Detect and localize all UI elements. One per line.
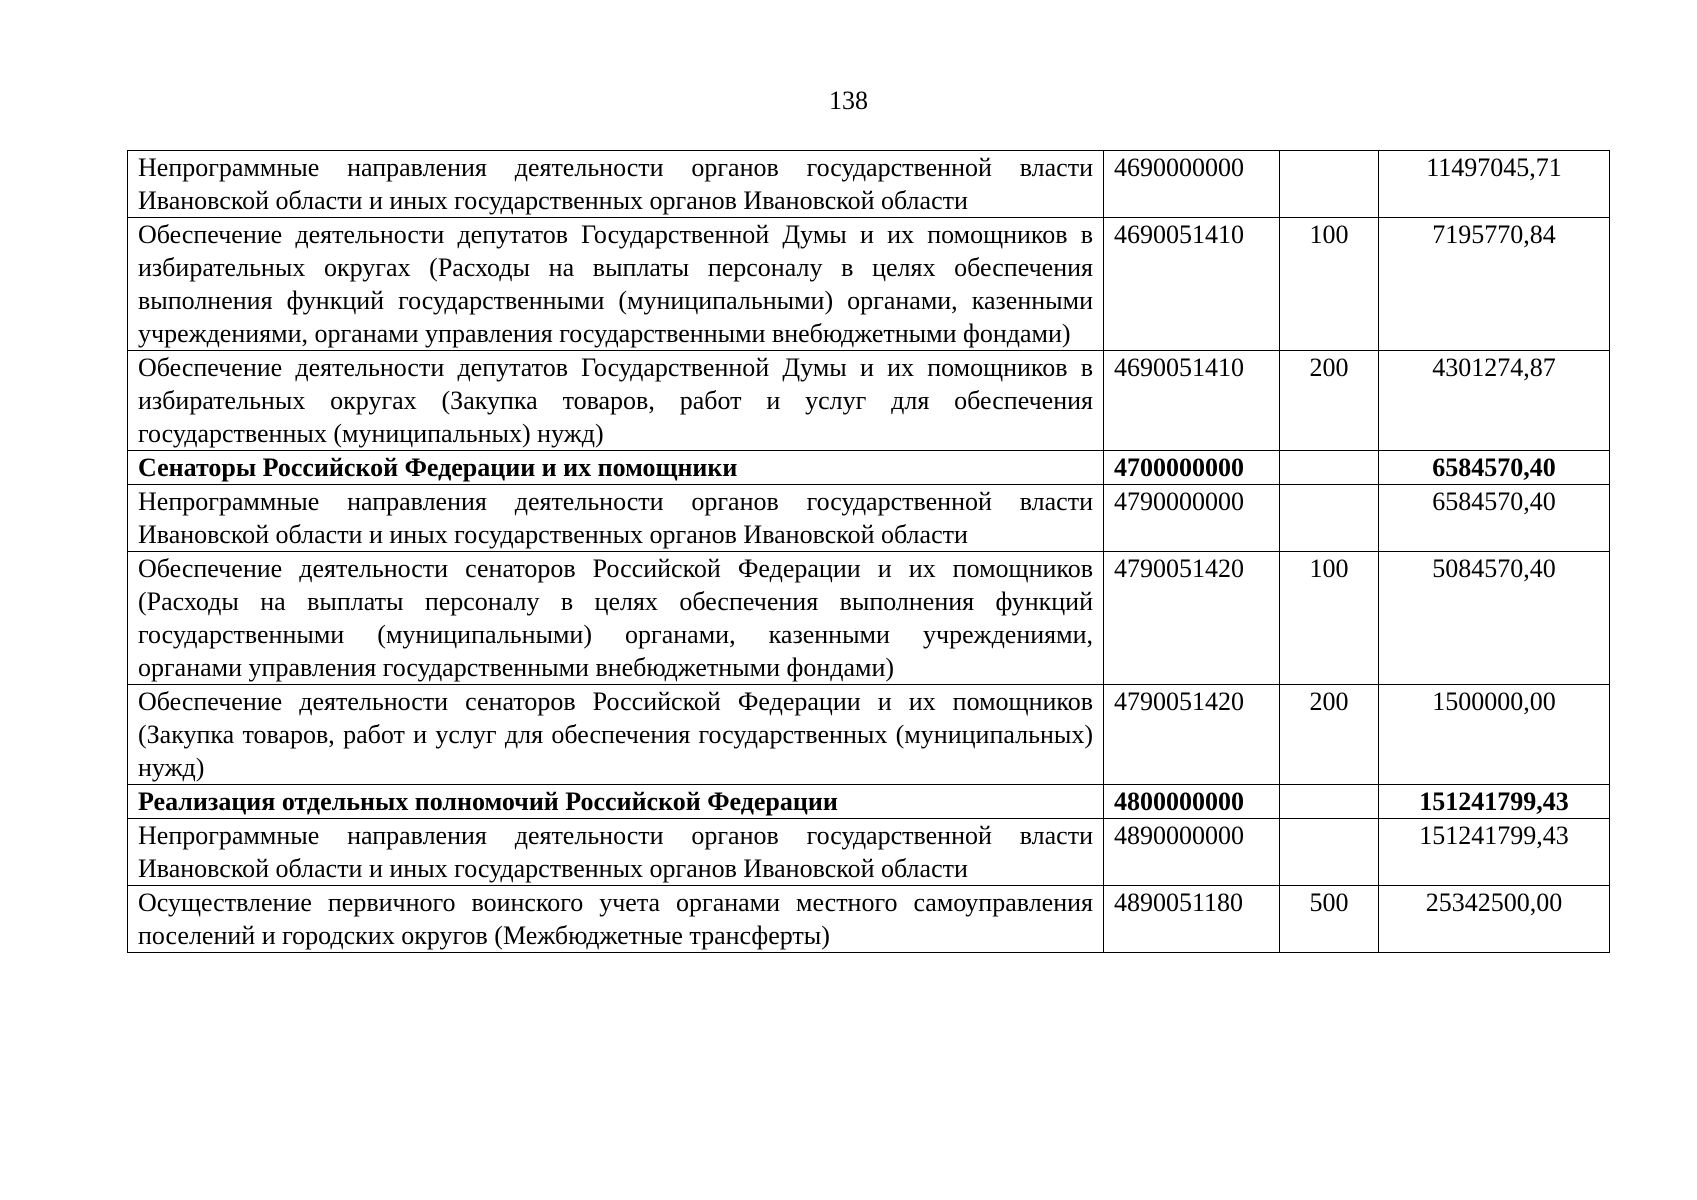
row-expense-type	[1280, 451, 1379, 485]
table-row-section-header	[128, 451, 1610, 485]
row-amount: 7195770,84	[1379, 218, 1610, 351]
row-description: Непрограммные направления деятельности органов государственной власти Ивановской области и иных государственных органов Ивановской области	[128, 151, 1104, 218]
row-description: Обеспечение деятельности сенаторов Российской Федерации и их помощников (Закупка товаров, работ и услуг для обеспечения государственных (муниципальных) нужд)	[128, 685, 1104, 785]
row-expense-type	[1280, 151, 1379, 218]
table-row	[128, 351, 1610, 451]
row-code: 4890051180	[1104, 886, 1280, 953]
row-expense-type: 200	[1280, 685, 1379, 785]
row-code: 4700000000	[1104, 451, 1280, 485]
row-description: Обеспечение деятельности депутатов Государственной Думы и их помощников в избирательных округах (Расходы на выплаты персоналу в целях обеспечения выполнения функций государственными (муниципальными) органами, казенными учреждениями, органами управления государственными внебюджетными фондами)	[128, 218, 1104, 351]
row-description: Обеспечение деятельности сенаторов Российской Федерации и их помощников (Расходы на выплаты персоналу в целях обеспечения выполнения функций государственными (муниципальными) органами, казенными учреждениями, органами управления государственными внебюджетными фондами)	[128, 552, 1104, 685]
row-description: Обеспечение деятельности депутатов Государственной Думы и их помощников в избирательных округах (Закупка товаров, работ и услуг для обеспечения государственных (муниципальных) нужд)	[128, 351, 1104, 451]
row-description: Непрограммные направления деятельности органов государственной власти Ивановской области и иных государственных органов Ивановской области	[128, 485, 1104, 552]
table-row	[128, 819, 1610, 886]
page-number: 138	[829, 86, 868, 115]
row-amount: 6584570,40	[1379, 485, 1610, 552]
row-expense-type: 200	[1280, 351, 1379, 451]
row-code: 4690000000	[1104, 151, 1280, 218]
row-description: Осуществление первичного воинского учета органами местного самоуправления поселений и городских округов (Межбюджетные трансферты)	[128, 886, 1104, 953]
row-amount: 11497045,71	[1379, 151, 1610, 218]
row-code: 4790000000	[1104, 485, 1280, 552]
row-code: 4690051410	[1104, 218, 1280, 351]
row-description: Реализация отдельных полномочий Российской Федерации	[128, 785, 1104, 819]
table-row	[128, 218, 1610, 351]
row-expense-type	[1280, 485, 1379, 552]
table-row	[128, 552, 1610, 685]
row-expense-type	[1280, 785, 1379, 819]
table-row	[128, 685, 1610, 785]
row-code: 4690051410	[1104, 351, 1280, 451]
row-expense-type	[1280, 819, 1379, 886]
budget-table-body	[128, 151, 1610, 953]
row-code: 4800000000	[1104, 785, 1280, 819]
row-amount: 25342500,00	[1379, 886, 1610, 953]
row-expense-type: 500	[1280, 886, 1379, 953]
row-description: Сенаторы Российской Федерации и их помощники	[128, 451, 1104, 485]
row-code: 4790051420	[1104, 552, 1280, 685]
row-expense-type: 100	[1280, 218, 1379, 351]
row-code: 4890000000	[1104, 819, 1280, 886]
row-amount: 4301274,87	[1379, 351, 1610, 451]
row-amount: 151241799,43	[1379, 819, 1610, 886]
row-amount: 6584570,40	[1379, 451, 1610, 485]
table-row	[128, 886, 1610, 953]
table-row	[128, 151, 1610, 218]
row-code: 4790051420	[1104, 685, 1280, 785]
table-row-section-header	[128, 785, 1610, 819]
row-amount: 151241799,43	[1379, 785, 1610, 819]
budget-table	[127, 150, 1610, 953]
table-row	[128, 485, 1610, 552]
row-amount: 1500000,00	[1379, 685, 1610, 785]
row-description: Непрограммные направления деятельности органов государственной власти Ивановской области и иных государственных органов Ивановской области	[128, 819, 1104, 886]
row-amount: 5084570,40	[1379, 552, 1610, 685]
row-expense-type: 100	[1280, 552, 1379, 685]
